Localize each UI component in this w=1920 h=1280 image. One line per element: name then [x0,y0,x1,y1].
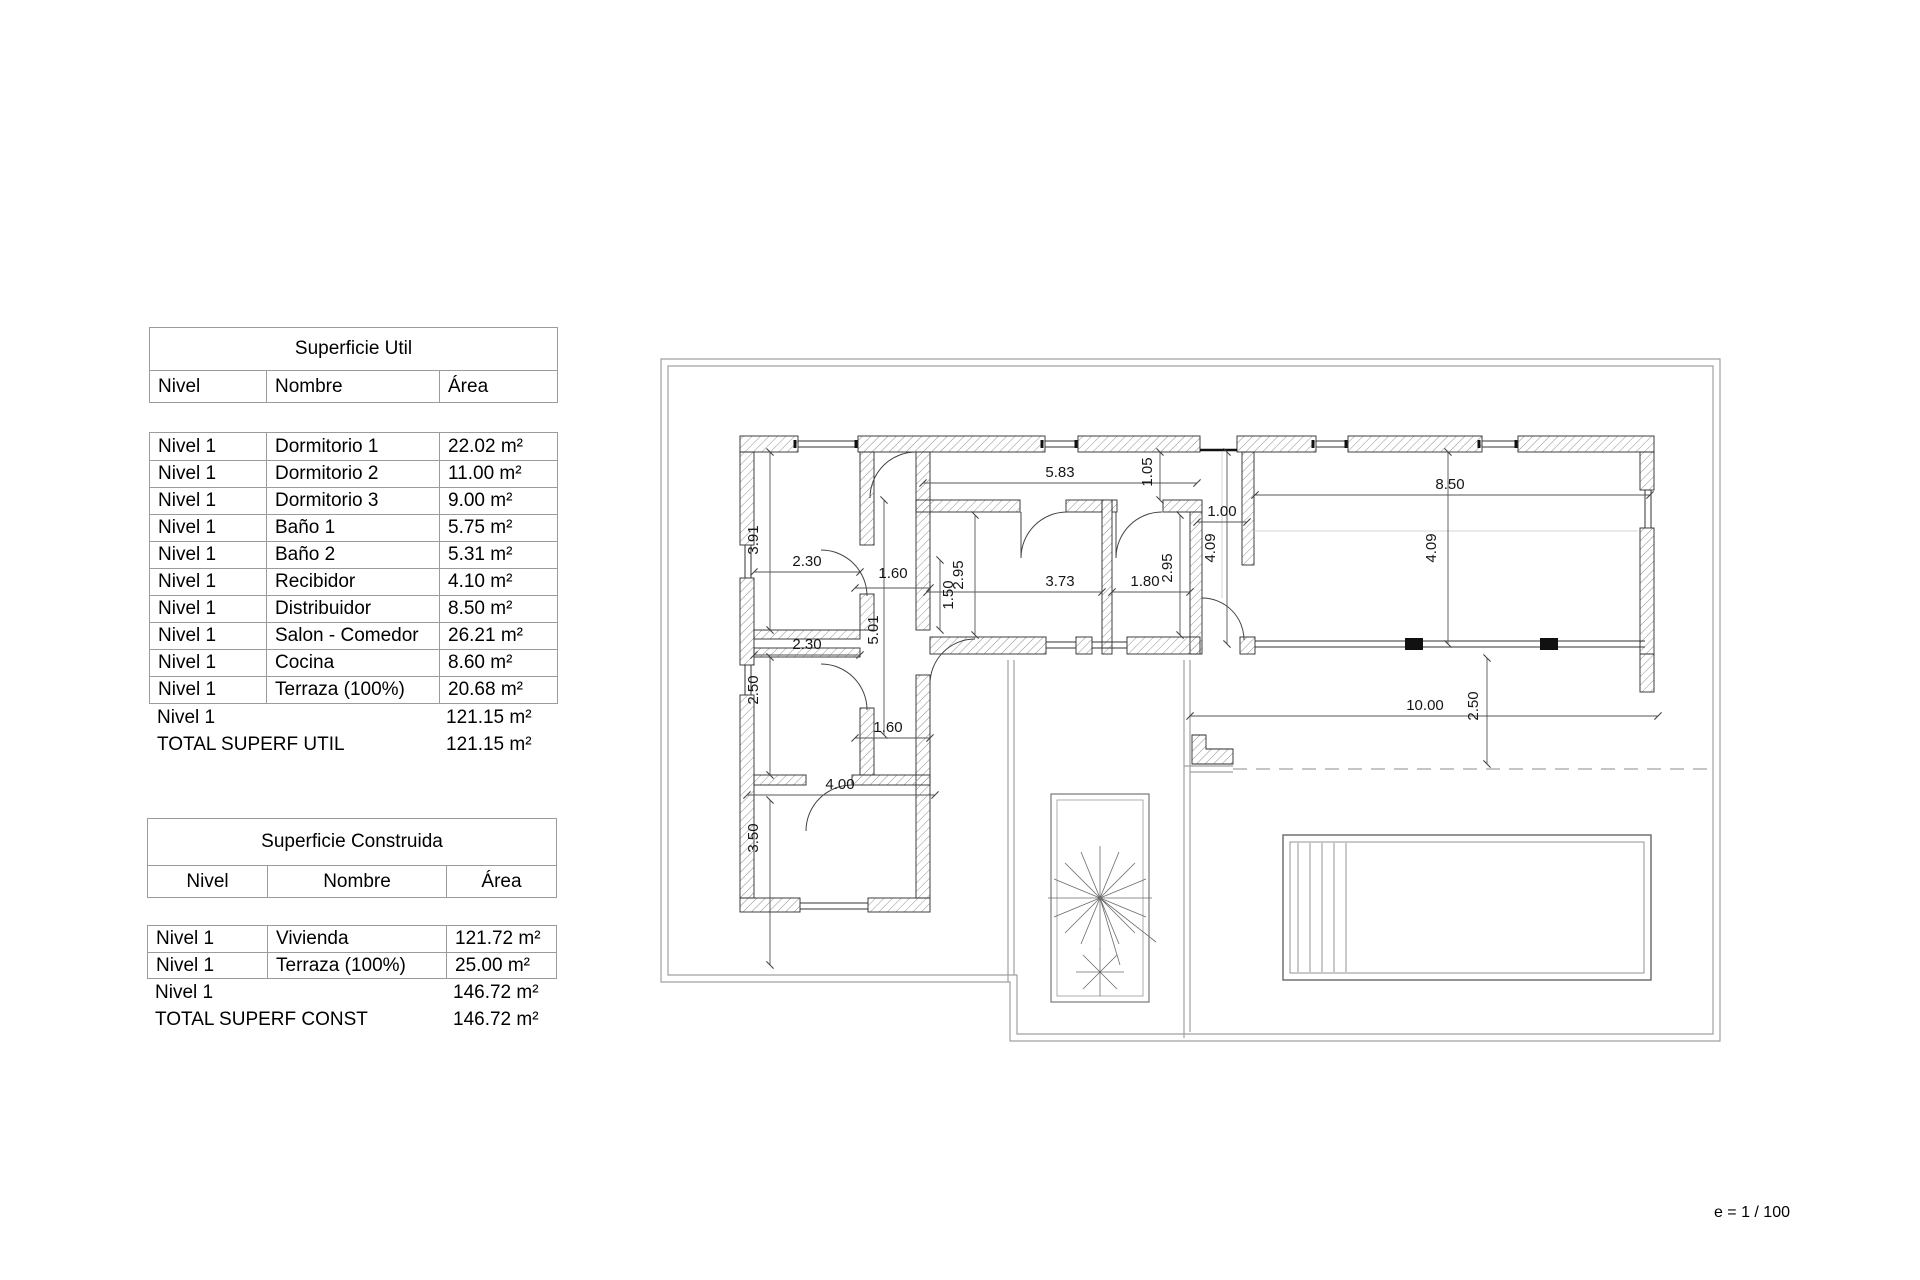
cell-nivel: Nivel 1 [156,954,215,976]
column-header-nivel: Nivel [186,870,229,892]
dimension-label: 1.80 [1130,573,1160,590]
column-header-nombre: Nombre [267,866,446,897]
table-row [150,622,557,649]
column-header-area: Área [446,866,556,897]
dimension-label: 3.91 [745,525,762,555]
cell-nombre: Baño 2 [266,542,439,568]
subtotal-nivel: Nivel 1 [155,981,214,1003]
cell-nivel: Nivel 1 [158,598,217,619]
subtotal-nivel: Nivel 1 [157,706,216,728]
dimension-label: 4.09 [1202,533,1219,563]
cell-nombre: Terraza (100%) [267,953,446,978]
cell-area: 25.00 m² [446,953,556,978]
cell-area: 4.10 m² [439,569,557,595]
reference-lines [1222,452,1638,598]
table-title: Superficie Util [294,338,413,359]
subtotal-area: 146.72 m² [453,981,539,1003]
cell-area: 20.68 m² [439,677,557,703]
column-header-nivel: Nivel [158,375,201,397]
cell-nombre: Terraza (100%) [266,677,439,703]
cell-area: 11.00 m² [439,461,557,487]
floor-plan-drawing [650,350,1740,1060]
cell-nivel: Nivel 1 [158,544,217,565]
table-row [150,568,557,595]
door-arc-entry [870,452,916,498]
pool-stairs [1298,843,1346,972]
column-header-nombre: Nombre [266,371,439,402]
column-header-area: Área [439,371,557,402]
superficie-construida-table [147,818,557,1033]
cell-area: 8.60 m² [439,650,557,676]
cell-nivel: Nivel 1 [158,463,217,484]
cell-area: 121.72 m² [446,926,556,952]
cell-nombre: Dormitorio 3 [266,488,439,514]
cell-nombre: Dormitorio 1 [266,433,439,460]
dimension-label: 1.60 [878,565,908,582]
table-row [150,595,557,622]
terrace-walkway-edges [1008,660,1712,1038]
cell-nivel: Nivel 1 [156,928,215,949]
cell-nivel: Nivel 1 [158,435,217,457]
dimension-label: 2.30 [792,636,822,653]
superficie-util-table [149,327,558,758]
cell-nombre: Vivienda [267,926,446,952]
table-row [150,487,557,514]
scale-note: e = 1 / 100 [1713,1204,1790,1221]
cell-nivel: Nivel 1 [158,571,217,592]
planter [1048,794,1156,1002]
table-row [150,460,557,487]
subtotal-area: 121.15 m² [446,706,532,728]
dimension-label: 2.95 [950,560,967,590]
dimension-label: 1.00 [1207,503,1237,520]
cell-area: 22.02 m² [439,433,557,460]
dimension-label: 1.05 [1139,457,1156,487]
cell-area: 8.50 m² [439,596,557,622]
dimension-label: 2.50 [1465,691,1482,721]
door-arc-dormitorio1 [821,550,867,596]
total-row [147,1006,557,1033]
cell-area: 26.21 m² [439,623,557,649]
dimension-label: 10.00 [1406,697,1444,714]
table-row [148,952,556,978]
total-row [149,731,558,758]
subtotal-row [147,979,557,1006]
table-row [148,926,556,952]
table-row [150,541,557,568]
dimension-label: 4.00 [825,776,855,793]
dimension-label: 2.95 [1159,553,1176,583]
cell-nivel: Nivel 1 [158,679,217,700]
dimension-label: 2.50 [745,675,762,705]
dimension-label: 3.73 [1045,573,1075,590]
cell-nombre: Baño 1 [266,515,439,541]
cell-nivel: Nivel 1 [158,625,217,646]
table-row [150,676,557,703]
cell-nivel: Nivel 1 [158,517,217,538]
dimension-label: 1.50 [940,580,957,610]
tree-sketch [1048,846,1156,996]
cell-nivel: Nivel 1 [158,652,217,673]
house-walls [740,436,1654,912]
dimension-label: 1.60 [873,719,903,736]
cell-nombre: Salon - Comedor [266,623,439,649]
table-title: Superficie Construida [261,831,443,852]
cell-nombre: Cocina [266,650,439,676]
dimension-lines [747,452,1658,965]
door-arc-room2 [821,664,867,710]
dimension-label: 4.09 [1423,533,1440,563]
step-block [1192,735,1233,764]
dimension-label: 5.01 [865,615,882,645]
dimension-label: 5.83 [1045,464,1075,481]
dimension-label: 3.50 [745,823,762,853]
cell-nombre: Recibidor [266,569,439,595]
table-row [150,649,557,676]
total-area: 146.72 m² [453,1008,539,1030]
table-row [150,514,557,541]
cell-nombre: Distribuidor [266,596,439,622]
cell-nivel: Nivel 1 [158,490,217,511]
table-row [150,433,557,460]
total-label: TOTAL SUPERF UTIL [157,733,345,755]
glass-wall [1255,641,1645,647]
subtotal-row [149,704,558,731]
dimension-label: 8.50 [1435,476,1465,493]
door-arc-bath2 [1116,512,1162,558]
door-arc-bath1 [1021,512,1067,558]
dimension-label: 2.30 [792,553,822,570]
door-arc-distribuidor [1202,598,1244,640]
total-label: TOTAL SUPERF CONST [155,1008,368,1030]
total-area: 121.15 m² [446,733,532,755]
cell-area: 5.75 m² [439,515,557,541]
cell-area: 9.00 m² [439,488,557,514]
cell-nombre: Dormitorio 2 [266,461,439,487]
cell-area: 5.31 m² [439,542,557,568]
swimming-pool [1283,835,1651,980]
